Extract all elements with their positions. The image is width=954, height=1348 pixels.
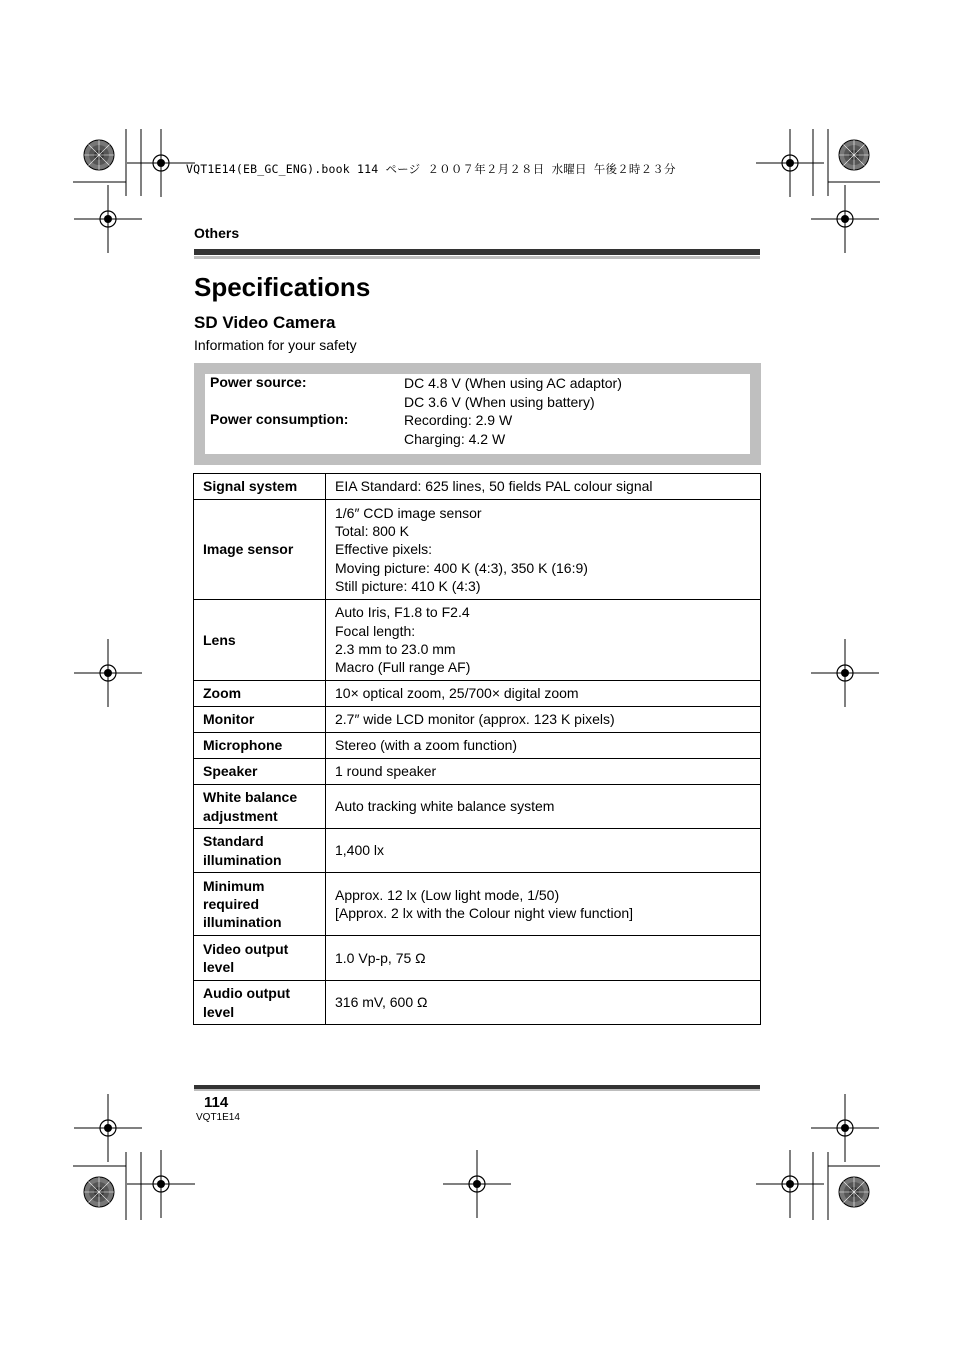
spec-key: Signal system [194,474,326,500]
spec-key: White balance adjustment [194,785,326,829]
header-rule [194,249,760,255]
registration-cross-icon [756,129,824,197]
section-subtitle: SD Video Camera [194,313,336,332]
spec-row [194,873,761,936]
spec-row [194,707,761,733]
spec-value: Auto Iris, F1.8 to F2.4 Focal length: 2.3 mm to 23.0 mm Macro (Full range AF) [326,600,761,681]
spec-row [194,733,761,759]
spec-key: Speaker [194,759,326,785]
power-info-inner [205,374,750,454]
spec-row [194,500,761,600]
registration-cross-icon [811,1094,879,1162]
registration-cross-icon [811,639,879,707]
spec-row [194,829,761,873]
registration-cross-icon [127,1150,195,1218]
page-number: 114 [204,1094,229,1111]
power-consumption-label: Power consumption: [210,411,349,427]
spec-value: 1 round speaker [326,759,761,785]
spec-row [194,600,761,681]
page-title: Specifications [194,272,371,302]
section-label: Others [194,225,240,241]
registration-cross-icon [443,1150,511,1218]
print-slug-line: VQT1E14(EB_GC_ENG).book 114 ページ ２００７年２月２８日 水曜日 午後２時２３分 [186,162,676,176]
spec-key: Standard illumination [194,829,326,873]
registration-cross-icon [74,639,142,707]
registration-cross-icon [127,129,195,197]
registration-cross-icon [74,185,142,253]
power-consumption-value [404,411,512,448]
spec-value: 1,400 lx [326,829,761,873]
registration-rosette-icon [839,140,869,170]
power-source-line: DC 4.8 V (When using AC adaptor) [404,375,622,391]
spec-value: Auto tracking white balance system [326,785,761,829]
spec-key: Lens [194,600,326,681]
spec-key: Video output level [194,936,326,981]
spec-value: 1.0 Vp-p, 75 Ω [326,936,761,981]
registration-cross-icon [811,185,879,253]
registration-rosette-icon [84,1177,114,1207]
registration-cross-icon [74,1094,142,1162]
spec-value: 316 mV, 600 Ω [326,981,761,1025]
spec-key: Zoom [194,681,326,707]
header-rule-shadow [194,256,760,259]
spec-row [194,785,761,829]
spec-value: 2.7″ wide LCD monitor (approx. 123 K pixels) [326,707,761,733]
spec-key: Audio output level [194,981,326,1025]
power-info-box [194,363,761,465]
spec-value: 10× optical zoom, 25/700× digital zoom [326,681,761,707]
spec-value: Approx. 12 lx (Low light mode, 1/50) [Approx. 2 lx with the Colour night view function] [326,873,761,936]
spec-row [194,681,761,707]
spec-key: Microphone [194,733,326,759]
spec-row [194,474,761,500]
spec-value: 1/6″ CCD image sensor Total: 800 K Effective pixels: Moving picture: 400 K (4:3), 350 K (16:9) Still picture: 410 K (4:3) [326,500,761,600]
spec-key: Minimum required illumination [194,873,326,936]
document-code: VQT1E14 [196,1112,240,1123]
spec-key: Monitor [194,707,326,733]
registration-rosette-icon [84,140,114,170]
power-consumption-line: Recording: 2.9 W [404,412,513,428]
power-source-line: DC 3.6 V (When using battery) [404,393,595,410]
registration-rosette-icon [839,1177,869,1207]
spec-row [194,759,761,785]
spec-key: Image sensor [194,500,326,600]
power-consumption-line: Charging: 4.2 W [404,430,506,447]
spec-value: Stereo (with a zoom function) [326,733,761,759]
registration-cross-icon [756,1150,824,1218]
power-source-value [404,374,622,411]
footer-rule-shadow [194,1089,760,1091]
intro-text: Information for your safety [194,337,357,353]
spec-value: EIA Standard: 625 lines, 50 fields PAL colour signal [326,474,761,500]
spec-row [194,936,761,981]
power-source-label: Power source: [210,374,307,390]
spec-row [194,981,761,1025]
specs-table [193,473,761,1025]
